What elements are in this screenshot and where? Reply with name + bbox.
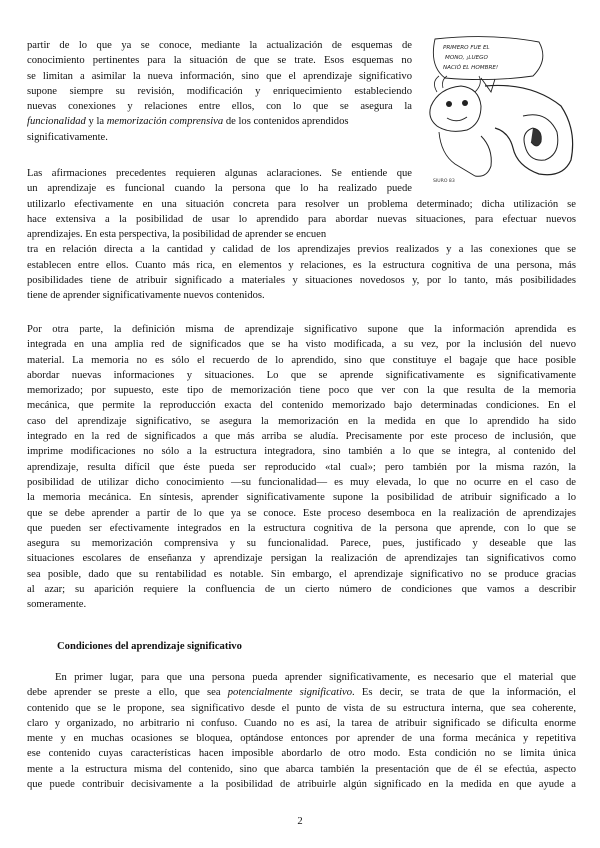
text-line: someramente.	[27, 599, 87, 611]
paragraph-1	[27, 38, 412, 145]
text-line: significativamente.	[27, 131, 108, 143]
text-line: Por otra parte, la definición misma de aprendizaje significativo supone que la información aprendida es	[27, 324, 576, 335]
text-line: abordar nuevas informaciones y situaciones. Lo que se aprende significativamente es significativamente	[27, 369, 576, 381]
italic-term: funcionalidad	[27, 116, 86, 128]
text-line: situaciones escolares de enseñanza y aprendizaje persigan la realización de aprendizajes tan significativos como	[27, 553, 576, 565]
paragraph-2	[27, 166, 576, 304]
text-line: sea posible, dado que su rentabilidad es notable. Sin embargo, el aprendizaje significativo no se produce gracias	[27, 568, 576, 580]
text-line: posibilidad de utilizar dicho conocimiento —su funcionalidad— es muy elevada, lo que no ocurre en el caso de	[27, 476, 576, 488]
text-line: tiene de aprender significativamente nuevos contenidos.	[27, 290, 265, 302]
text-line: aprendizaje, resulta difícil que éste pueda ser reproducido «tal cual»; pero también por la misma razón, la	[27, 461, 576, 473]
text-line: la memoria mecánica. En síntesis, aprender significativamente supone la posibilidad de atribuir significado a lo	[27, 492, 576, 504]
text-line: supone siempre su revisión, modificación y enriquecimiento estableciendo	[27, 85, 412, 97]
text-line: establecen entre ellos. Cuanto más rica, en elementos y relaciones, es la estructura cognitiva de una persona, más	[27, 259, 576, 271]
text-line: tra en relación directa a la cantidad y calidad de los aprendizajes previos realizados y a las conexiones que se	[27, 244, 576, 256]
speech-line: NACIÓ EL HOMBRE!	[443, 65, 499, 71]
text-line: integrado en la red de significados a que más arriba se aludía. Precisamente por este proceso de inclusión, que	[27, 431, 576, 443]
text-line: ese contenido cuyas características hacen imposible abordarlo de otro modo. Esta condición no se limita única	[27, 748, 576, 760]
cartoon-signature: SIURO 83	[433, 179, 455, 184]
text-line: que puede contribuir decisivamente a la posibilidad de atribuirle algún significado en la medida en que ayude a	[27, 779, 576, 791]
text-line: mecánica, que permite la reproducción exacta del contenido memorizado bajo determinadas condiciones. En el	[27, 400, 576, 412]
text-line: En primer lugar, para que una persona pueda aprender significativamente, es necesario que el material que	[55, 672, 576, 683]
text-line: integrada en una amplia red de significados que se ha visto modificada, a su vez, por la inclusión del nuevo	[27, 339, 576, 351]
italic-term: memorización comprensiva	[106, 116, 224, 128]
text-line: Las afirmaciones precedentes requieren algunas aclaraciones. Se entiende que	[27, 168, 412, 179]
paragraph-3	[27, 322, 576, 613]
text-line: conocimiento pertinentes para la situación de que se trate. Esos esquemas no	[27, 55, 412, 67]
text-line: partir de lo que ya se conoce, mediante la actualización de esquemas de	[27, 40, 412, 51]
text-line: asegura su memorización comprensiva y su funcionalidad. Parece, pues, justificado y deseable que las	[27, 538, 576, 550]
text-line: un aprendizaje es funcional cuando la persona que lo ha realizado puede	[27, 183, 412, 195]
text-line: caso del aprendizaje significativo, se asegura la memorización en la medida en que lo aprendido ha sido	[27, 415, 576, 427]
text-line: nuevas conexiones y relaciones entre ellos, con lo que se asegura la	[27, 101, 412, 113]
text-line: hace extensiva a la posibilidad de usar lo aprendido para abordar nuevas situaciones, para efectuar nuevos	[27, 213, 576, 225]
page-number: 2	[297, 816, 303, 827]
italic-term: potencialmente significativo	[227, 687, 353, 699]
text-line: que pueden ser efectivamente integrados en la estructura cognitiva de la persona que aprende, con lo que se	[27, 522, 576, 534]
text-line: posibilidades tiene de atribuir significado a materiales y situaciones novedosos y, por lo tanto, más posibilidades	[27, 275, 576, 287]
text-line: memorizado; por supuesto, este tipo de memorización tiene poco que ver con la que resulta de la memoria	[27, 385, 576, 397]
text-line: claro y organizado, no arbitrario ni confuso. Cuando no es así, la tarea de atribuir significado se dificulta enorme	[27, 717, 576, 729]
paragraph-4	[27, 670, 576, 792]
text-line: contenido que se le propone, sea significativo desde el punto de vista de su estructura interna, que sea coherente,	[27, 702, 576, 714]
text-line: imprime modificaciones no sólo a la estructura integradora, sino también a lo que se integra, al contenido del	[27, 446, 576, 458]
text-line: mente a la estructura misma del contenido, sino que abarca también la presentación que de él se efectúa, aspecto	[27, 763, 576, 775]
text-line: se limitan a asimilar la nueva información, sino que el aprendizaje significativo	[27, 70, 412, 82]
speech-line: MONO, ¡LUEGO	[445, 55, 488, 61]
cartoon-illustration	[421, 36, 581, 186]
speech-line: PRIMERO FUE EL	[443, 45, 490, 51]
text-line: utilizarlo efectivamente en una situación concreta para resolver un problema determinado; dicha utilización se	[27, 198, 576, 210]
comic-illustration-icon	[421, 36, 581, 186]
text-line: que se debe aprender a partir de lo que ya se conoce. Este proceso desemboca en la realización de aprendizajes	[27, 507, 576, 519]
text-line: debe aprender se preste a ello, que sea potencialmente significativo. Es decir, se trata de que la información, el	[27, 687, 576, 699]
text-line: material. La memoria no es sólo el recuerdo de lo aprendido, sino que constituye el bagaje que hace posible	[27, 354, 576, 366]
section-heading: Condiciones del aprendizaje significativo	[57, 641, 242, 652]
text-line: funcionalidad y la memorización comprensiva de los contenidos aprendidos	[27, 116, 349, 128]
text-line: mente y en muchas ocasiones se bloquea, optándose entonces por aprender de una forma mecánica y repetitiva	[27, 733, 576, 745]
text-line: aprendizajes. En esta perspectiva, la posibilidad de aprender se encuen	[27, 229, 327, 241]
text-line: al azar; su aparición requiere la confluencia de un cierto número de condiciones que vamos a describir	[27, 584, 576, 596]
